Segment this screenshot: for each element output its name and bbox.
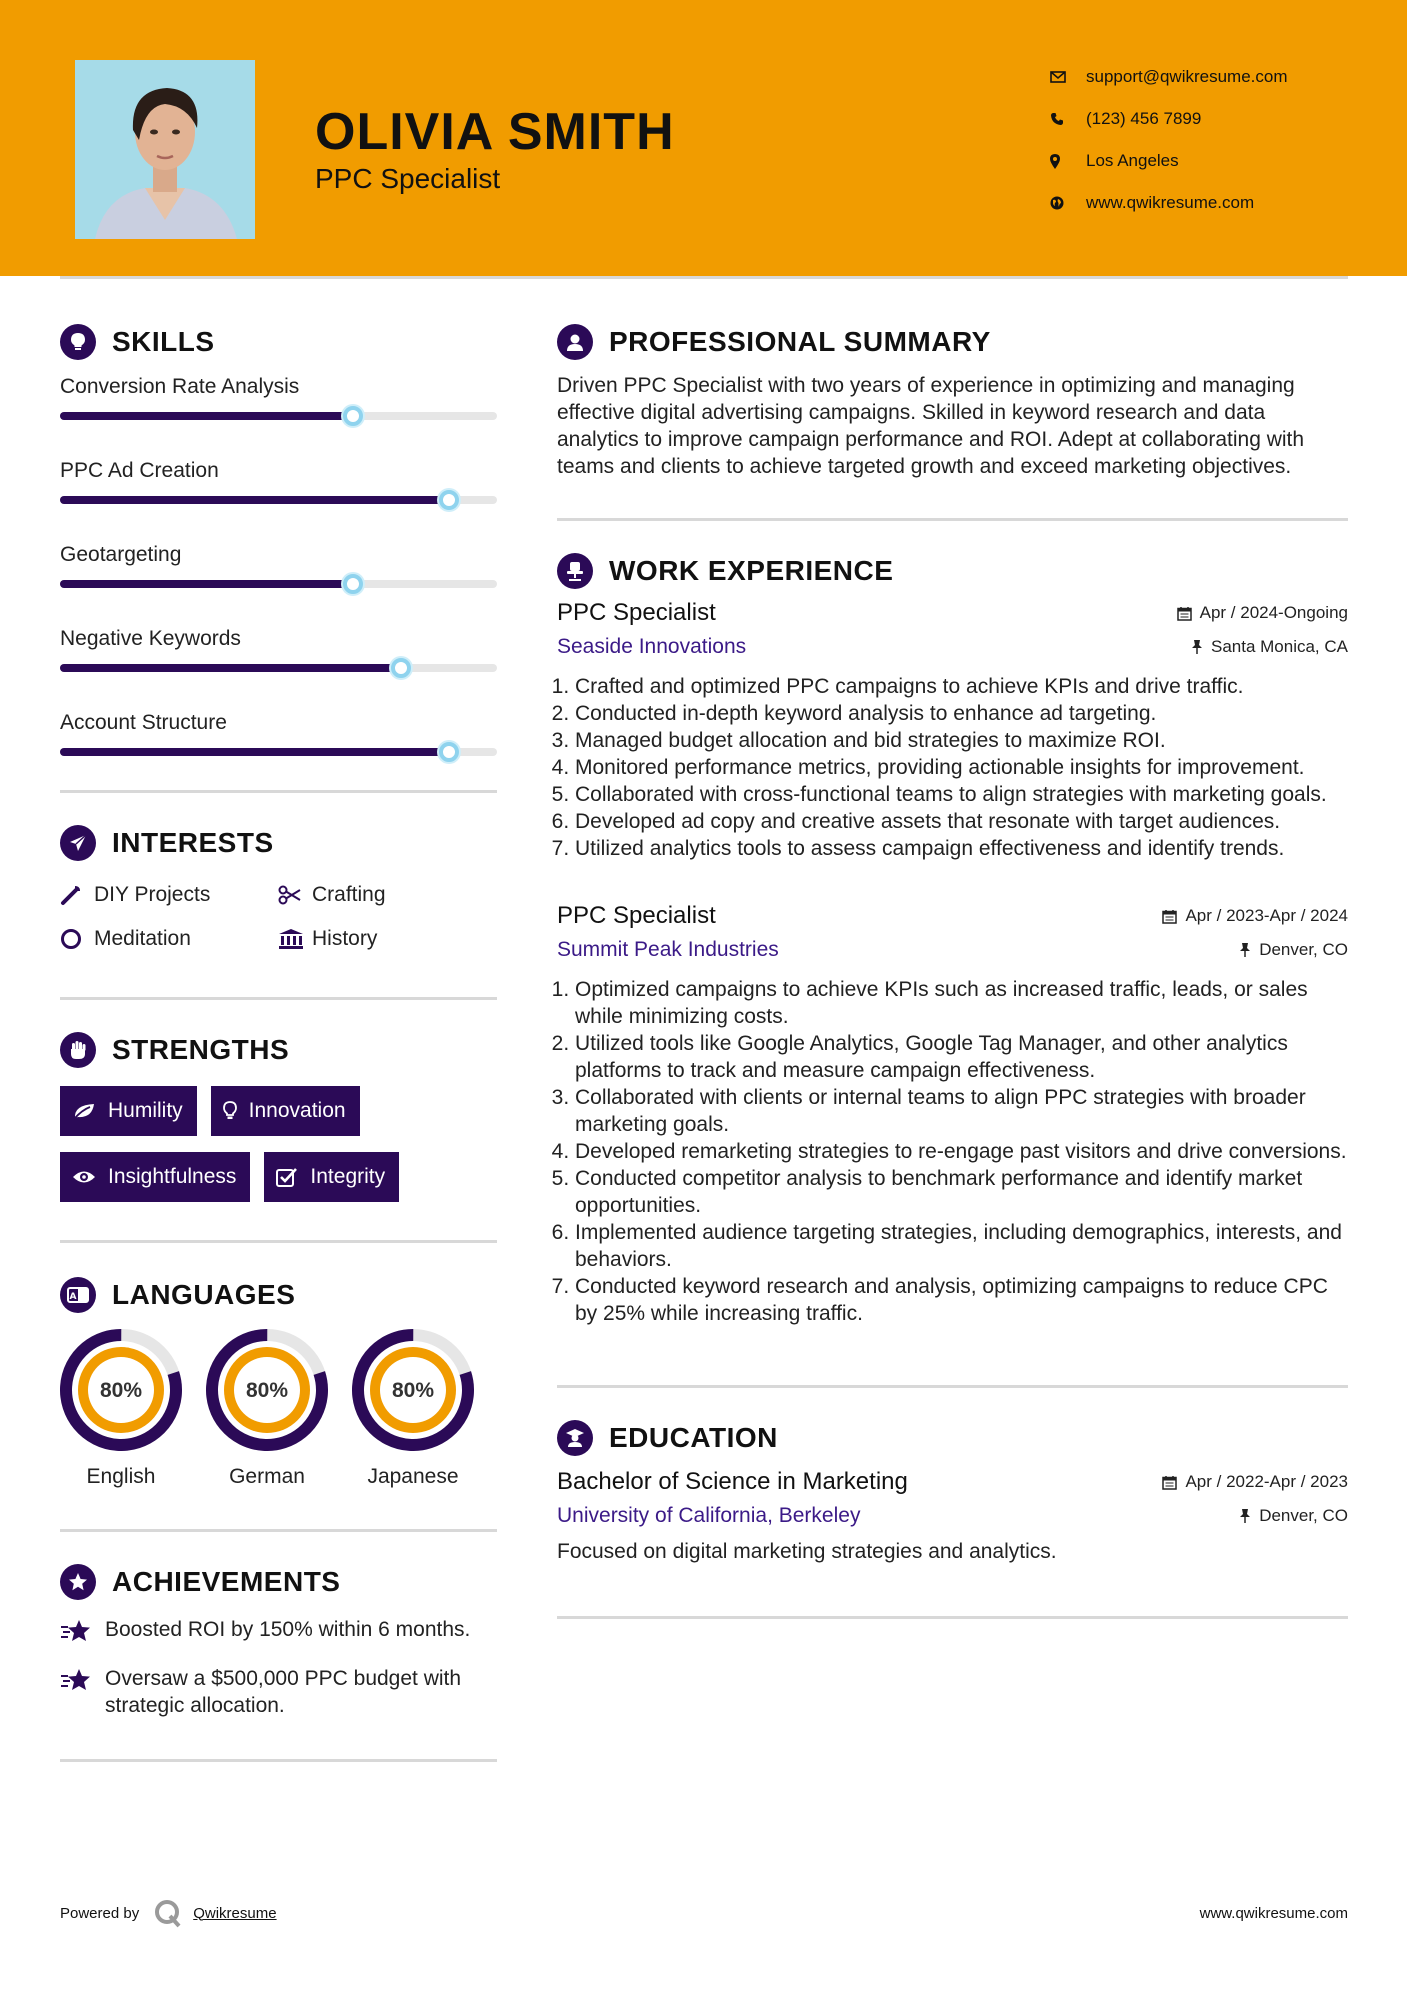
experience-section — [557, 549, 1348, 1327]
job-entry — [557, 902, 1348, 1327]
leaf-icon — [72, 1102, 96, 1120]
list-item: 6. Implemented audience targeting strategies, including demographics, interests, and behaviors. — [575, 1219, 1348, 1273]
contact-location — [1050, 140, 1380, 182]
skill-knob — [343, 574, 363, 594]
skill-item: Conversion Rate Analysis — [60, 370, 497, 420]
footer-powered-by: Powered by Qwikresume — [60, 1898, 277, 1928]
list-item: 5. Conducted competitor analysis to benchmark performance and identify market opportunities. — [575, 1165, 1348, 1219]
lightbulb-icon — [60, 324, 96, 360]
language-name: Japanese — [367, 1465, 459, 1488]
left-column — [60, 320, 497, 1762]
resume-header — [0, 0, 1407, 276]
globe-icon — [1050, 196, 1086, 210]
language-donut — [206, 1329, 328, 1451]
contact-email-text: support@qwikresume.com — [1086, 67, 1288, 86]
calendar-icon — [1162, 1475, 1177, 1490]
header-divider — [60, 276, 1348, 279]
svg-text:A: A — [69, 1292, 77, 1302]
graduate-icon — [557, 1420, 593, 1456]
contact-website-text: www.qwikresume.com — [1086, 193, 1255, 212]
profile-photo — [75, 60, 255, 239]
scissors-icon — [278, 885, 312, 905]
language-percent: 80% — [99, 1379, 143, 1402]
interest-item: History — [278, 923, 496, 955]
strength-tag: Integrity — [264, 1152, 399, 1202]
strength-tag: Innovation — [211, 1086, 360, 1136]
pushpin-icon — [1239, 1508, 1251, 1524]
contact-phone-text: (123) 456 7899 — [1086, 109, 1202, 128]
list-item: 1. Crafted and optimized PPC campaigns to achieve KPIs and drive traffic. — [575, 673, 1348, 700]
section-divider — [557, 1616, 1348, 1619]
achievements-section — [60, 1560, 497, 1719]
section-divider — [60, 997, 497, 1000]
skill-item: PPC Ad Creation — [60, 454, 497, 504]
section-divider — [557, 518, 1348, 521]
interest-item: DIY Projects — [60, 879, 278, 911]
skills-heading: SKILLS — [60, 320, 497, 364]
phone-icon — [1050, 112, 1086, 126]
summary-heading: PROFESSIONAL SUMMARY — [557, 320, 1348, 364]
language-percent: 80% — [245, 1379, 289, 1402]
star-badge-icon — [60, 1564, 96, 1600]
list-item: 4. Developed remarketing strategies to re-engage past visitors and drive conversions. — [575, 1138, 1348, 1165]
skill-item: Account Structure — [60, 706, 497, 756]
interest-item: Crafting — [278, 879, 496, 911]
education-heading: EDUCATION — [557, 1416, 1348, 1460]
education-dates: Apr / 2022-Apr / 2023 — [1162, 1472, 1348, 1492]
list-item: 2. Conducted in-depth keyword analysis to enhance ad targeting. — [575, 700, 1348, 727]
school-name: University of California, Berkeley — [557, 1504, 861, 1527]
pushpin-icon — [1191, 639, 1203, 655]
skill-knob — [439, 490, 459, 510]
language-name: German — [229, 1465, 305, 1488]
skill-item: Geotargeting — [60, 538, 497, 588]
achievements-heading: ACHIEVEMENTS — [60, 1560, 497, 1604]
section-divider — [60, 1240, 497, 1243]
achievement-item: Boosted ROI by 150% within 6 months. — [60, 1616, 497, 1651]
qwikresume-link[interactable]: Qwikresume — [193, 1904, 277, 1922]
paper-plane-icon — [60, 825, 96, 861]
company-name: Summit Peak Industries — [557, 938, 779, 961]
degree-title: Bachelor of Science in Marketing — [557, 1468, 908, 1495]
education-description: Focused on digital marketing strategies and analytics. — [557, 1540, 1057, 1563]
experience-heading: WORK EXPERIENCE — [557, 549, 1348, 593]
achievement-item: Oversaw a $500,000 PPC budget with strategic allocation. — [60, 1665, 497, 1719]
strength-tag: Humility — [60, 1086, 197, 1136]
job-location: Denver, CO — [1239, 940, 1348, 960]
fist-icon — [60, 1032, 96, 1068]
skill-knob — [343, 406, 363, 426]
interests-section — [60, 821, 497, 955]
strengths-heading: STRENGTHS — [60, 1028, 497, 1072]
skill-bar — [60, 664, 497, 672]
language-icon — [60, 1277, 96, 1313]
envelope-icon — [1050, 71, 1086, 83]
list-item: 7. Utilized analytics tools to assess campaign effectiveness and identify trends. — [575, 835, 1348, 862]
list-item: 1. Optimized campaigns to achieve KPIs such as increased traffic, leads, or sales while minimizing costs. — [575, 976, 1348, 1030]
list-item: 3. Managed budget allocation and bid strategies to maximize ROI. — [575, 727, 1348, 754]
map-pin-icon — [1050, 154, 1086, 169]
wrench-icon — [60, 884, 94, 906]
interest-item: Meditation — [60, 923, 278, 955]
language-percent: 80% — [391, 1379, 435, 1402]
skill-bar — [60, 748, 497, 756]
star-icon — [60, 1616, 105, 1651]
strength-tag: Insightfulness — [60, 1152, 250, 1202]
section-divider — [60, 1759, 497, 1762]
company-name: Seaside Innovations — [557, 635, 747, 658]
lightbulb-icon — [223, 1101, 237, 1121]
language-item — [60, 1329, 182, 1489]
list-item: 2. Utilized tools like Google Analytics, Google Tag Manager, and other analytics platforms to track and measure campaign effectiveness. — [575, 1030, 1348, 1084]
duty-list — [557, 673, 1348, 862]
footer-website[interactable]: www.qwikresume.com — [1199, 1905, 1348, 1922]
job-title: PPC Specialist — [557, 902, 716, 929]
skill-bar — [60, 412, 497, 420]
eye-icon — [72, 1169, 96, 1185]
section-divider — [60, 1529, 497, 1532]
language-donut — [352, 1329, 474, 1451]
candidate-name: OLIVIA SMITH — [315, 103, 675, 161]
museum-icon — [278, 928, 312, 950]
skill-bar — [60, 496, 497, 504]
calendar-icon — [1162, 909, 1177, 924]
checkbox-icon — [276, 1167, 298, 1187]
list-item: 7. Conducted keyword research and analysis, optimizing campaigns to reduce CPC by 25% while increasing traffic. — [575, 1273, 1348, 1327]
skill-knob — [439, 742, 459, 762]
education-location: Denver, CO — [1239, 1506, 1348, 1526]
education-section — [557, 1416, 1348, 1564]
languages-section — [60, 1273, 497, 1489]
language-donut — [60, 1329, 182, 1451]
strengths-section — [60, 1028, 497, 1202]
section-divider — [557, 1385, 1348, 1388]
contact-list — [1050, 56, 1380, 224]
list-item: 3. Collaborated with clients or internal teams to align PPC strategies with broader marketing goals. — [575, 1084, 1348, 1138]
skill-item: Negative Keywords — [60, 622, 497, 672]
list-item: 6. Developed ad copy and creative assets that resonate with target audiences. — [575, 808, 1348, 835]
circle-icon — [60, 928, 94, 950]
skill-bar — [60, 580, 497, 588]
contact-phone[interactable] — [1050, 98, 1380, 140]
language-item — [206, 1329, 328, 1489]
user-icon — [557, 324, 593, 360]
contact-website[interactable] — [1050, 182, 1380, 224]
section-divider — [60, 790, 497, 793]
right-column — [557, 320, 1348, 1619]
languages-heading: A LANGUAGES — [60, 1273, 497, 1317]
interests-heading: INTERESTS — [60, 821, 497, 865]
skills-section — [60, 320, 497, 756]
summary-text: Driven PPC Specialist with two years of experience in optimizing and managing effective digital advertising campaigns. Skilled in keyword research and data analytics to improve campaign performance and ROI. Adept at collaborating with teams and clients to achieve targeted growth and exceed marketing objectives. — [557, 374, 1305, 478]
job-dates: Apr / 2024-Ongoing — [1177, 603, 1348, 623]
duty-list — [557, 976, 1348, 1327]
list-item: 4. Monitored performance metrics, providing actionable insights for improvement. — [575, 754, 1348, 781]
qwikresume-logo-icon — [153, 1898, 183, 1928]
star-icon — [60, 1665, 105, 1719]
job-location: Santa Monica, CA — [1191, 637, 1348, 657]
job-entry — [557, 599, 1348, 862]
skill-knob — [391, 658, 411, 678]
contact-location-text: Los Angeles — [1086, 151, 1179, 170]
language-item — [352, 1329, 474, 1489]
job-dates: Apr / 2023-Apr / 2024 — [1162, 906, 1348, 926]
pushpin-icon — [1239, 942, 1251, 958]
office-chair-icon — [557, 553, 593, 589]
candidate-title: PPC Specialist — [315, 163, 501, 194]
summary-section — [557, 320, 1348, 480]
contact-email[interactable] — [1050, 56, 1380, 98]
list-item: 5. Collaborated with cross-functional teams to align strategies with marketing goals. — [575, 781, 1348, 808]
language-name: English — [86, 1465, 156, 1488]
calendar-icon — [1177, 606, 1192, 621]
job-title: PPC Specialist — [557, 599, 716, 626]
